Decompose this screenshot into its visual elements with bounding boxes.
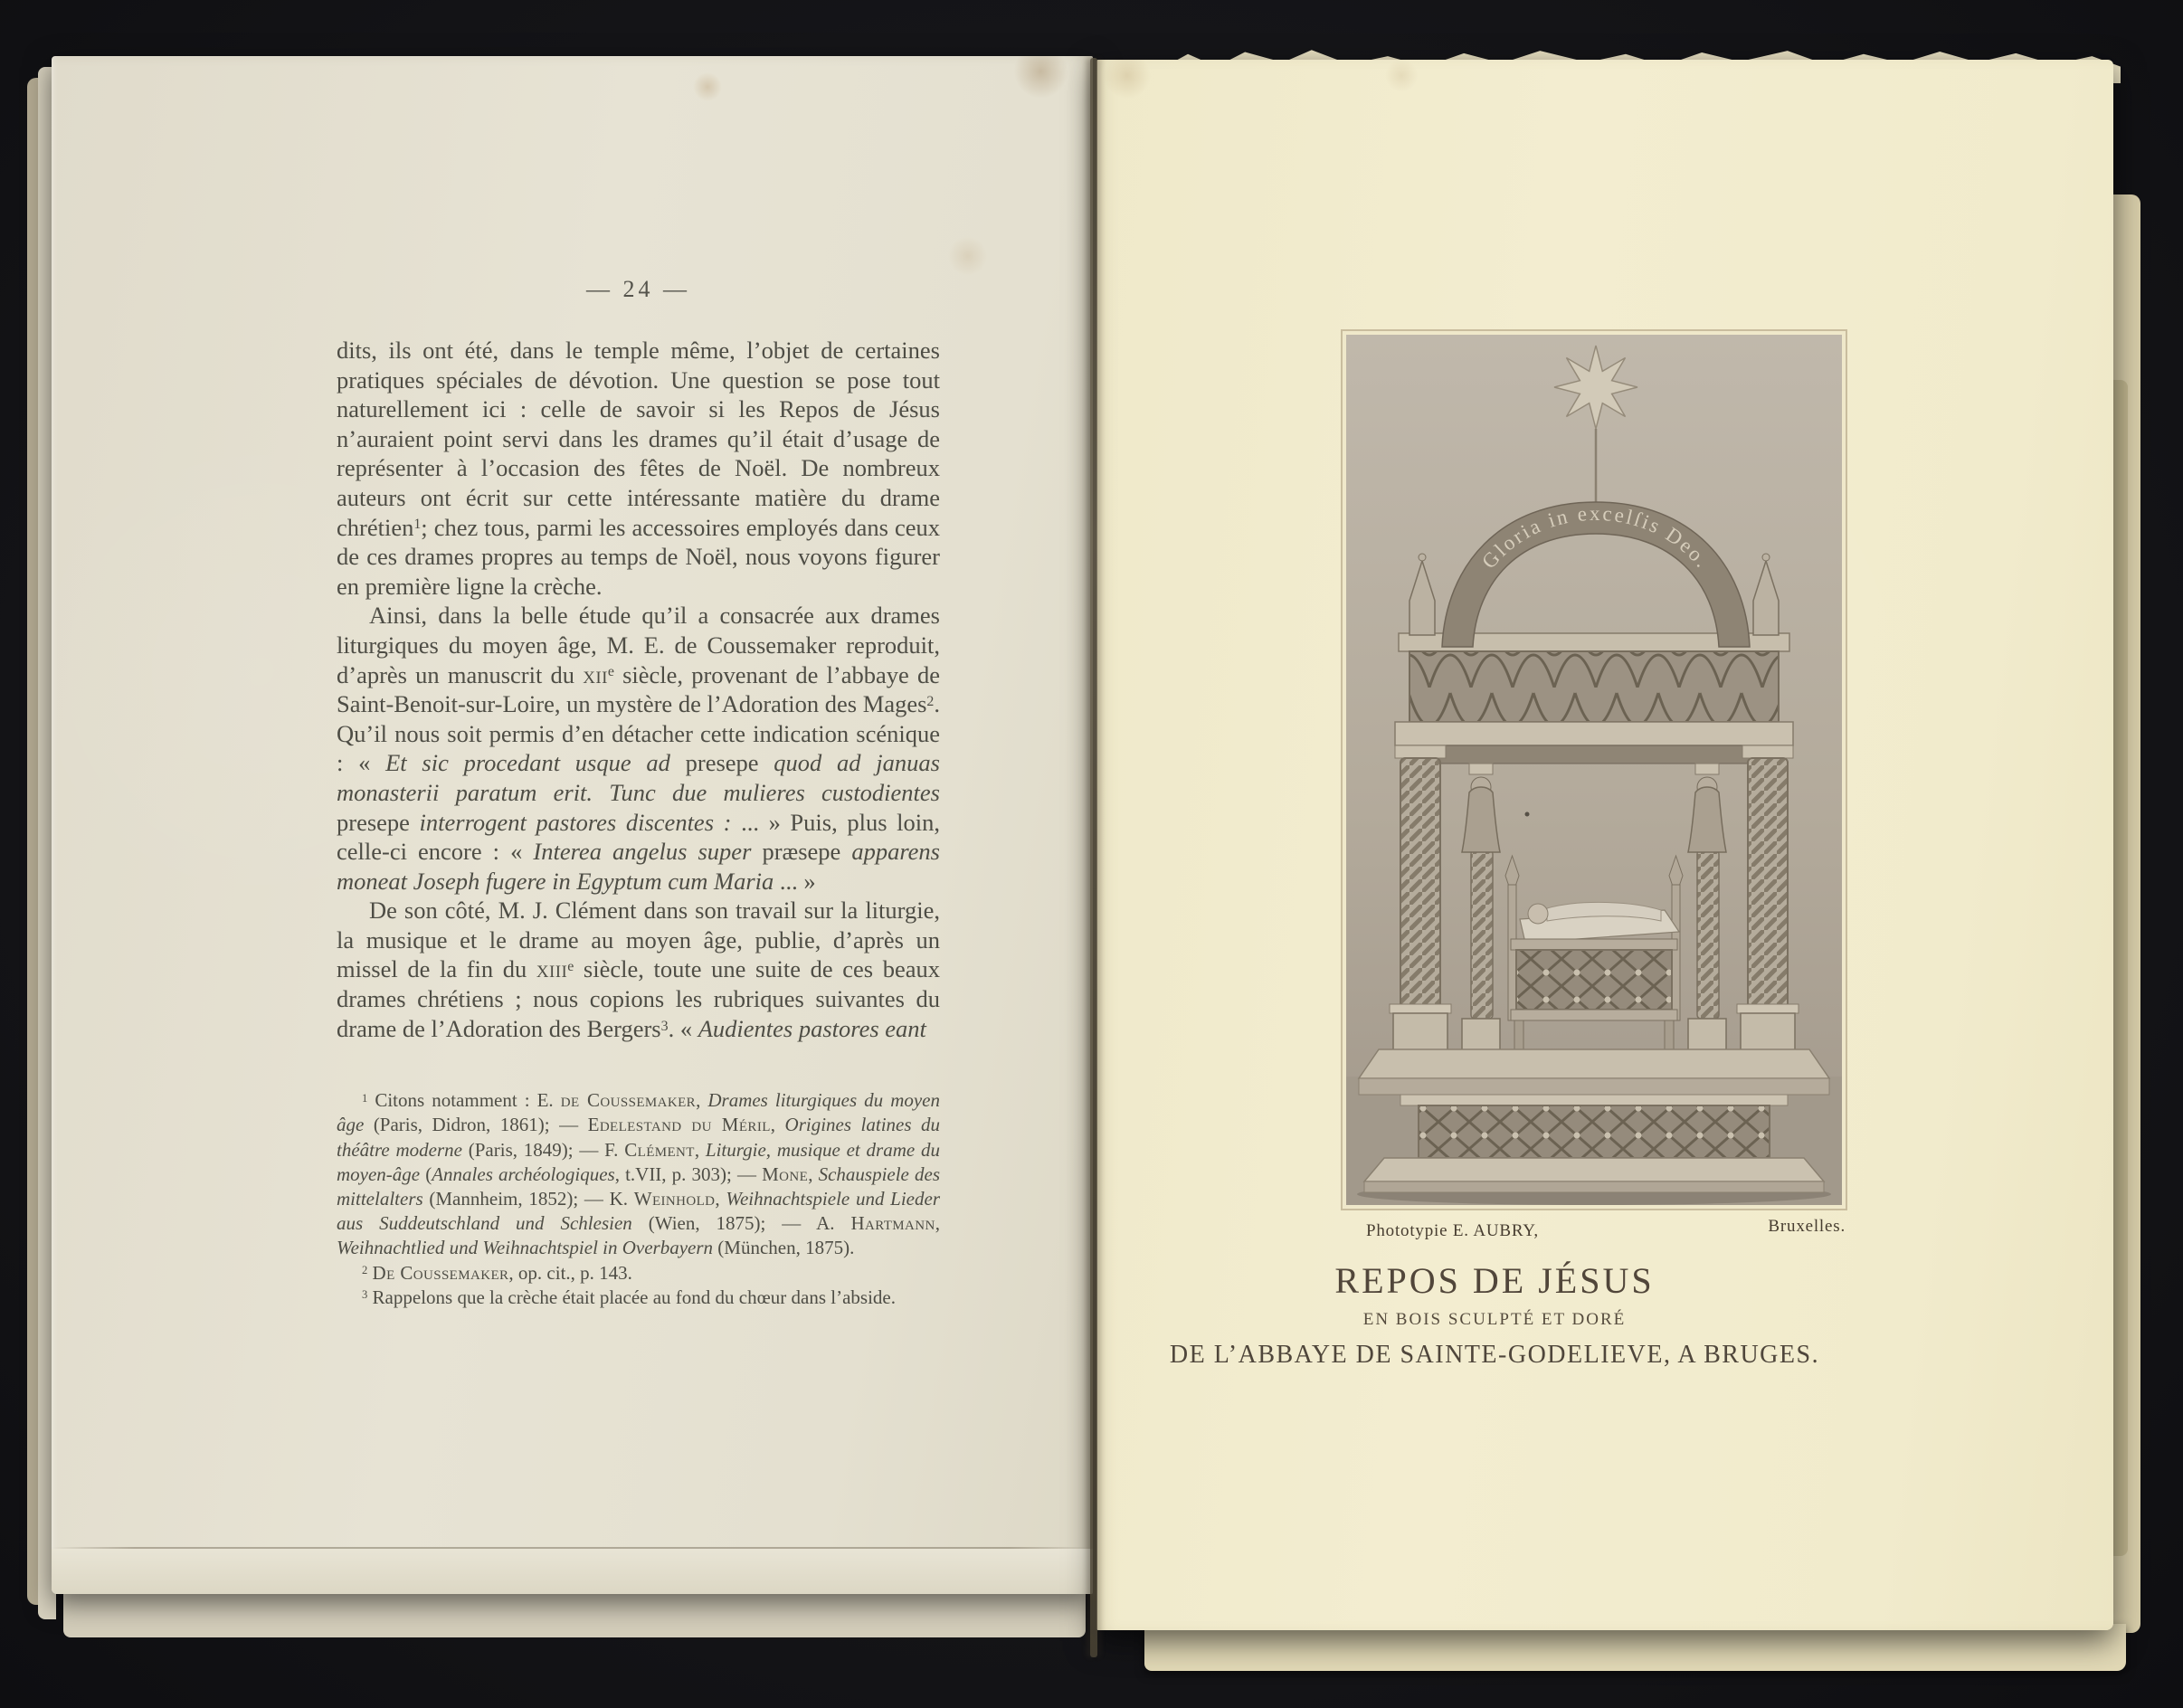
left-page-under-sheet	[63, 1592, 1086, 1637]
left-page	[52, 56, 1093, 1594]
paragraph: De son côté, M. J. Clément dans son travail sur la liturgie, la musique et le drame au moyen âge, publie, d’après un missel de la fin du xiii$^e$ siècle, toute une suite de ces beaux drames chrétiens ; nous copions les rubriques suivantes du drame de l’Adoration des Bergers$^3$. « Audientes pastores eant	[337, 897, 940, 1042]
plate-caption	[1096, 1259, 1893, 1370]
left-page-crease	[52, 1547, 1093, 1549]
sculpture-photo	[1346, 335, 1842, 1205]
arch-inscription-text: Gloria in excelſis Deo.	[1477, 502, 1715, 574]
platform-and-base	[1359, 1049, 1829, 1192]
cradle-lattice-panel	[1516, 950, 1672, 1010]
right-page	[1096, 60, 2113, 1630]
footnote: $^3$ Rappelons que la crèche était placée au fond du chœur dans l’abside.	[362, 1286, 896, 1308]
paragraph: dits, ils ont été, dans le temple même, l’objet de certaines pratiques spéciales de dévotion. Une question se pose tout naturellement ici : celle de savoir si les Repos de Jésus n’auraient point servi dans les drames qu’il était d’usage de représenter à l’occasion des fêtes de Noël. De nombreux auteurs ont écrit sur cette intéressante matière du drame chrétien$^1$; chez tous, parmi les accessoires employés dans ceux de ces drames propres au temps de Noël, nous voyons figurer en première ligne la crèche.	[337, 337, 940, 600]
photo-credit-right: Bruxelles.	[1768, 1217, 1846, 1236]
photo-plate-frame	[1341, 329, 1847, 1210]
left-page-bottom-fold	[52, 1549, 1093, 1594]
right-page-under-sheet	[1144, 1624, 2126, 1671]
photograph	[1346, 335, 1842, 1205]
plate-location: DE L’ABBAYE DE SAINTE-GODELIEVE, A BRUGES.	[1169, 1341, 1820, 1369]
page-number: — 24 —	[586, 276, 690, 302]
tracery-frieze	[1409, 651, 1779, 722]
footnotes	[337, 1088, 940, 1310]
plate-subtitle: EN BOIS SCULPTÉ ET DORÉ	[1362, 1310, 1627, 1329]
book-gutter-seam	[1090, 58, 1097, 1657]
photo-credit-left: Phototypie E. AUBRY,	[1366, 1221, 1539, 1240]
footnote: $^2$ De Coussemaker, op. cit., p. 143.	[362, 1261, 632, 1284]
footnote: $^1$ Citons notamment : E. de Coussemaker, Drames liturgiques du moyen âge (Paris, Didron, 1861); — Edelestand du Méril, Origines latines du théâtre moderne (Paris, 1849); — F. Clément, Liturgie, musique et drame du moyen-âge (Annales archéologiques, t.VII, p. 303); — Mone, Schauspiele des mittelalters (Mannheim, 1852); — K. Weinhold, Weihnachtspiele und Lieder aus Suddeutschland und Schlesien (Wien, 1875); — A. Hartmann, Weihnachtlied und Weihnachtspiel in Overbayern (München, 1875).	[337, 1089, 941, 1259]
infant-jesus-head	[1528, 904, 1548, 924]
base-lattice-frieze	[1419, 1105, 1770, 1158]
photo-speck	[1525, 812, 1530, 817]
plate-title: REPOS DE JÉSUS	[1334, 1260, 1655, 1301]
paragraph: Ainsi, dans la belle étude qu’il a consacrée aux drames liturgiques du moyen âge, M. E. de Coussemaker reproduit, d’après un manuscrit du xii$^e$ siècle, provenant de l’abbaye de Saint-Benoit-sur-Loire, un mystère de l’Adoration des Mages$^2$. Qu’il nous soit permis d’en détacher cette indication scénique : « Et sic procedant usque ad presepe quod ad januas monasterii paratum erit. Tunc due mulieres custodientes presepe interrogent pastores discentes : ... » Puis, plus loin, celle-ci encore : « Interea angelus super præsepe apparens moneat Joseph fugere in Egyptum cum Maria ... »	[337, 602, 940, 895]
body-text	[337, 336, 940, 1043]
left-page-text-block	[337, 276, 940, 1310]
